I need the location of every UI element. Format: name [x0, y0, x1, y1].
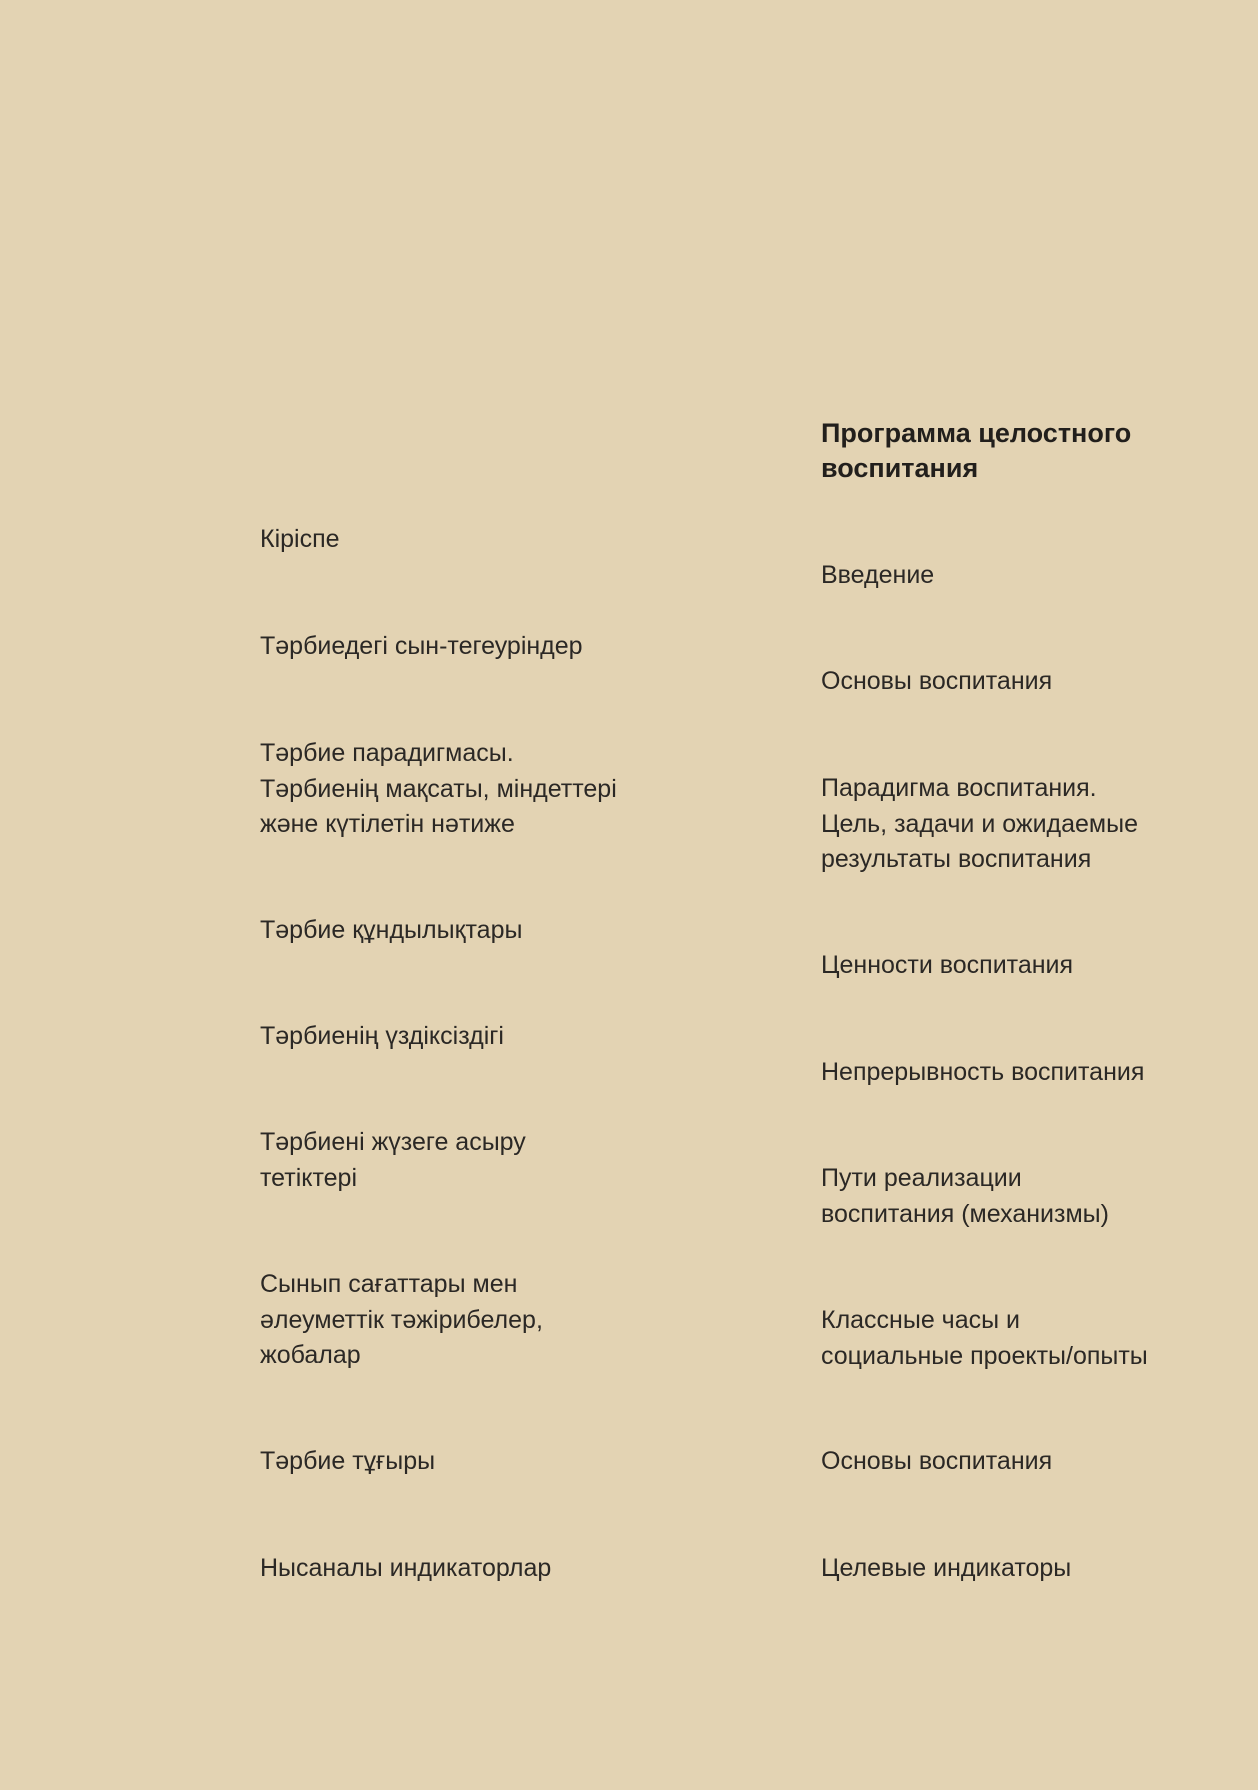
section-title: Тәрбие тұғыры [260, 1447, 436, 1475]
section-title: Парадигма воспитания. Цель, задачи и ожидаемые результаты воспитания [821, 774, 1138, 873]
section-title: Основы воспитания [821, 667, 1053, 695]
section-title: Ценности воспитания [821, 951, 1074, 979]
section-title: Тәрбиенің үздіксіздігі [260, 1022, 504, 1050]
section-title: Программа целостного воспитания [821, 418, 1132, 483]
section-title: Классные часы и социальные проекты/опыты [821, 1306, 1148, 1370]
section-title: Тәрбиедегі сын-тегеуріндер [260, 632, 583, 660]
section-title: Кіріспе [260, 525, 340, 553]
section-title: Непрерывность воспитания [821, 1058, 1145, 1086]
section-title: Тәрбие парадигмасы. Тәрбиенің мақсаты, міндеттері және күтілетін нәтиже [260, 739, 617, 838]
section-title: Целевые индикаторы [821, 1554, 1072, 1582]
section-title: Сынып сағаттары мен әлеуметтік тәжірибелер, жобалар [260, 1270, 543, 1369]
section-title: Пути реализации воспитания (механизмы) [821, 1164, 1109, 1228]
section-title: Введение [821, 561, 935, 589]
section-title: Нысаналы индикаторлар [260, 1554, 552, 1582]
section-title: Основы воспитания [821, 1447, 1053, 1475]
section-title: Тәрбие құндылықтары [260, 916, 523, 944]
section-title: Тәрбиені жүзеге асыру тетіктері [260, 1128, 526, 1192]
